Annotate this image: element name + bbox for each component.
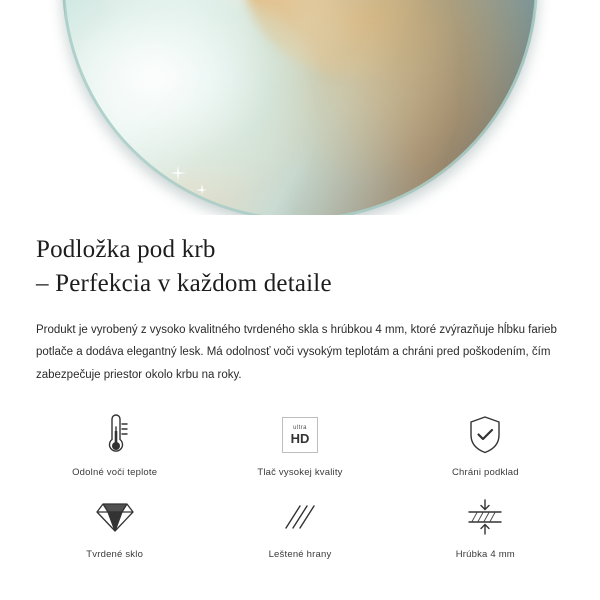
page-title: [36, 233, 564, 301]
headline-line-1: Podložka pod krb: [36, 236, 216, 263]
feature-item-print-quality: [207, 412, 392, 478]
feature-label: Odolné voči teplote: [72, 467, 158, 479]
ultra-hd-top-text: ultra: [293, 425, 307, 432]
polished-edges-icon: [278, 494, 322, 540]
feature-label: Hrúbka 4 mm: [455, 549, 515, 561]
sparkle-icon: [196, 184, 207, 195]
thickness-icon: [463, 494, 507, 540]
diamond-icon: [94, 494, 136, 540]
sparkle-icon: [170, 165, 186, 181]
marble-swirl-mint: [65, 0, 324, 204]
feature-label: Leštené hrany: [268, 549, 332, 561]
feature-label: Tvrdené sklo: [86, 549, 144, 561]
text-content: [0, 215, 600, 386]
feature-item-surface-protection: [393, 412, 578, 478]
feature-item-tempered-glass: [22, 494, 207, 560]
thermometer-icon: [95, 412, 135, 458]
hero-image-section: [0, 0, 600, 215]
feature-label: Chráni podklad: [451, 467, 519, 479]
feature-label: Tlač vysokej kvality: [257, 467, 343, 479]
marble-glass-board-image: [62, 0, 538, 215]
headline-line-2: – Perfekcia v každom detaile: [36, 270, 332, 297]
feature-item-thickness: [393, 494, 578, 560]
feature-grid: [0, 412, 600, 560]
feature-item-temperature: [22, 412, 207, 478]
shield-check-icon: [466, 412, 504, 458]
feature-item-polished-edges: [207, 494, 392, 560]
product-description: Produkt je vyrobený z vysoko kvalitného tvrdeného skla s hrúbkou 4 mm, ktoré zvýrazňuje hĺbku farieb potlače a dodáva elegantný lesk. Má odolnosť voči vysokým teplotám a chráni pred poškodením, čím zabezpečuje priestor okolo krbu na roky.: [36, 324, 557, 381]
ultra-hd-icon: [282, 412, 318, 458]
ultra-hd-bottom-text: HD: [290, 431, 310, 447]
